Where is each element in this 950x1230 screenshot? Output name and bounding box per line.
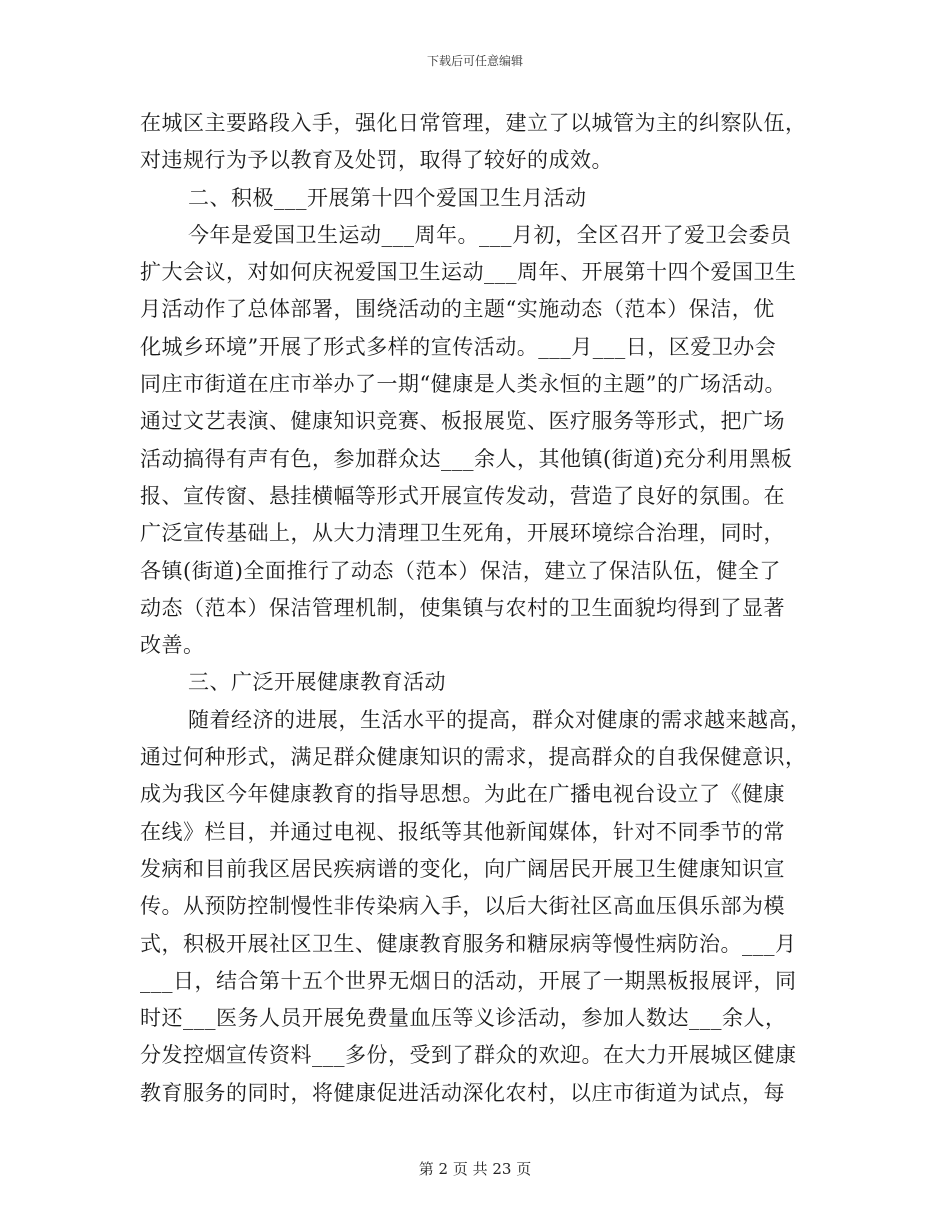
text-line: 在城区主要路段入手，强化日常管理，建立了以城管为主的纠察队伍， — [140, 111, 807, 135]
text-line: 通过何种形式，满足群众健康知识的需求，提高群众的自我保健意识， — [140, 745, 807, 770]
text-line: 月活动作了总体部署，围绕活动的主题“实施动态（范本）保洁，优 — [140, 297, 775, 322]
text-line: 各镇(街道)全面推行了动态（范本）保洁，建立了保洁队伍，健全了 — [140, 558, 781, 583]
text-line: 化城乡环境”开展了形式多样的宣传活动。___月___日，区爱卫办会 — [140, 334, 777, 359]
text-line: 对违规行为予以教育及处罚，取得了较好的成效。 — [140, 148, 613, 173]
text-line: 二、积极___开展第十四个爱国卫生月活动 — [188, 185, 587, 210]
text-line: 三、广泛开展健康教育活动 — [188, 670, 446, 695]
text-line: 传。从预防控制慢性非传染病入手，以后大街社区高血压俱乐部为模 — [140, 894, 785, 919]
page-header: 下载后可任意编辑 — [426, 54, 523, 68]
text-line: 改善。 — [140, 633, 205, 658]
text-line: 今年是爱国卫生运动___周年。___月初，全区召开了爱卫会委员 — [188, 222, 792, 247]
text-line: 广泛宣传基础上，从大力清理卫生死角，开展环境综合治理，同时， — [140, 521, 785, 546]
text-line: 教育服务的同时，将健康促进活动深化农村，以庄市街道为试点，每 — [140, 1080, 785, 1105]
text-line: 在线》栏目，并通过电视、报纸等其他新闻媒体，针对不同季节的常 — [140, 819, 785, 844]
text-line: 扩大会议，对如何庆祝爱国卫生运动___周年、开展第十四个爱国卫生 — [140, 260, 797, 285]
document-body — [140, 105, 810, 1112]
text-line: 同庄市街道在庄市举办了一期“健康是人类永恒的主题”的广场活动。 — [140, 372, 786, 397]
text-line: 时还___医务人员开展免费量血压等义诊活动，参加人数达___余人， — [140, 1006, 787, 1031]
text-line: 成为我区今年健康教育的指导思想。为此在广播电视台设立了《健康 — [140, 782, 785, 807]
text-line: 分发控烟宣传资料___多份，受到了群众的欢迎。在大力开展城区健康 — [140, 1043, 797, 1068]
text-line: 报、宣传窗、悬挂横幅等形式开展宣传发动，营造了良好的氛围。在 — [140, 483, 785, 508]
text-line: 活动搞得有声有色，参加群众达___余人，其他镇(街道)充分利用黑板 — [140, 446, 793, 471]
text-line: ___日，结合第十五个世界无烟日的活动，开展了一期黑板报展评，同 — [140, 968, 797, 993]
text-line: 通过文艺表演、健康知识竞赛、板报展览、医疗服务等形式，把广场 — [140, 409, 785, 434]
page-footer: 第 2 页 共 23 页 — [418, 1160, 532, 1178]
text-line: 随着经济的进展，生活水平的提高，群众对健康的需求越来越高， — [188, 707, 812, 732]
text-line: 动态（范本）保洁管理机制，使集镇与农村的卫生面貌均得到了显著 — [140, 595, 785, 620]
text-line: 式，积极开展社区卫生、健康教育服务和糖尿病等慢性病防治。___月 — [140, 931, 797, 956]
text-line: 发病和目前我区居民疾病谱的变化，向广阔居民开展卫生健康知识宣 — [140, 856, 785, 881]
